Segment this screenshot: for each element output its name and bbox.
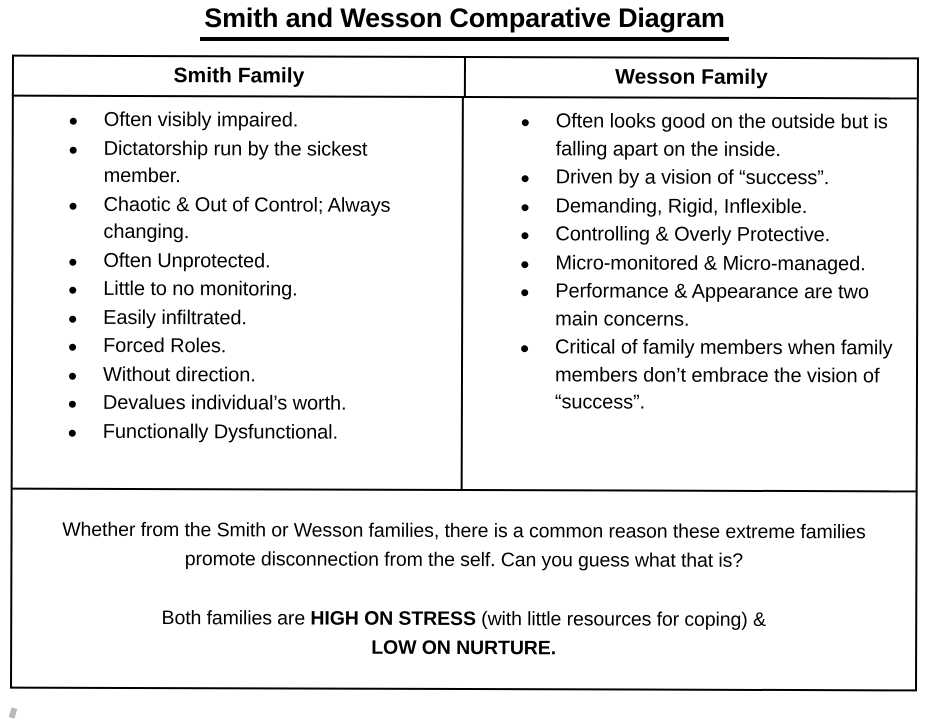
page-title-text: Smith and Wesson Comparative Diagram [200,0,728,41]
list-item: Easily infiltrated. [61,304,449,333]
column-header-smith-label: Smith Family [173,64,305,88]
page-title [0,0,929,48]
smith-family-cell [13,97,464,489]
list-item: Chaotic & Out of Control; Always changing. [61,191,449,247]
list-item: Demanding, Rigid, Inflexible. [513,193,902,222]
footer-question: Whether from the Smith or Wesson families, there is a common reason these extreme families promote disconnection from the self. Can you guess what that is? [62,518,866,572]
list-item: Performance & Appearance are two main concerns. [513,278,902,334]
list-item: Often Unprotected. [61,247,449,276]
list-item: Dictatorship run by the sickest member. [62,135,450,191]
list-item: Little to no monitoring. [61,276,449,305]
table-footer-row [12,490,916,692]
table-header-row [14,57,917,100]
footer-answer-middle: (with little resources for coping) & [475,608,766,631]
list-item: Critical of family members when family members don’t embrace the vision of “success”. [513,334,902,418]
list-item: Driven by a vision of “success”. [514,164,903,193]
wesson-family-bullet-list [513,108,903,418]
list-item: Forced Roles. [61,333,449,362]
wesson-family-cell [463,98,917,490]
list-item: Controlling & Overly Protective. [513,221,902,250]
column-header-wesson [466,58,917,97]
column-header-smith [14,57,466,96]
column-header-wesson-label: Wesson Family [615,65,768,89]
list-item: Often visibly impaired. [62,107,450,136]
footer-answer [50,604,877,665]
list-item: Devalues individual’s worth. [61,390,449,419]
table-body-row [13,97,917,493]
scan-artifact [9,707,18,718]
footer-answer-bold-nurture: LOW ON NURTURE. [371,636,557,660]
footer-answer-bold-stress: HIGH ON STRESS [310,607,476,631]
list-item: Micro-monitored & Micro-managed. [513,250,902,279]
smith-family-bullet-list [61,107,450,447]
list-item: Without direction. [61,361,449,390]
footer-answer-prefix: Both families are [161,607,311,630]
list-item: Often looks good on the outside but is falling apart on the inside. [514,108,903,164]
list-item: Functionally Dysfunctional. [61,418,449,447]
comparative-diagram-table [10,55,919,692]
